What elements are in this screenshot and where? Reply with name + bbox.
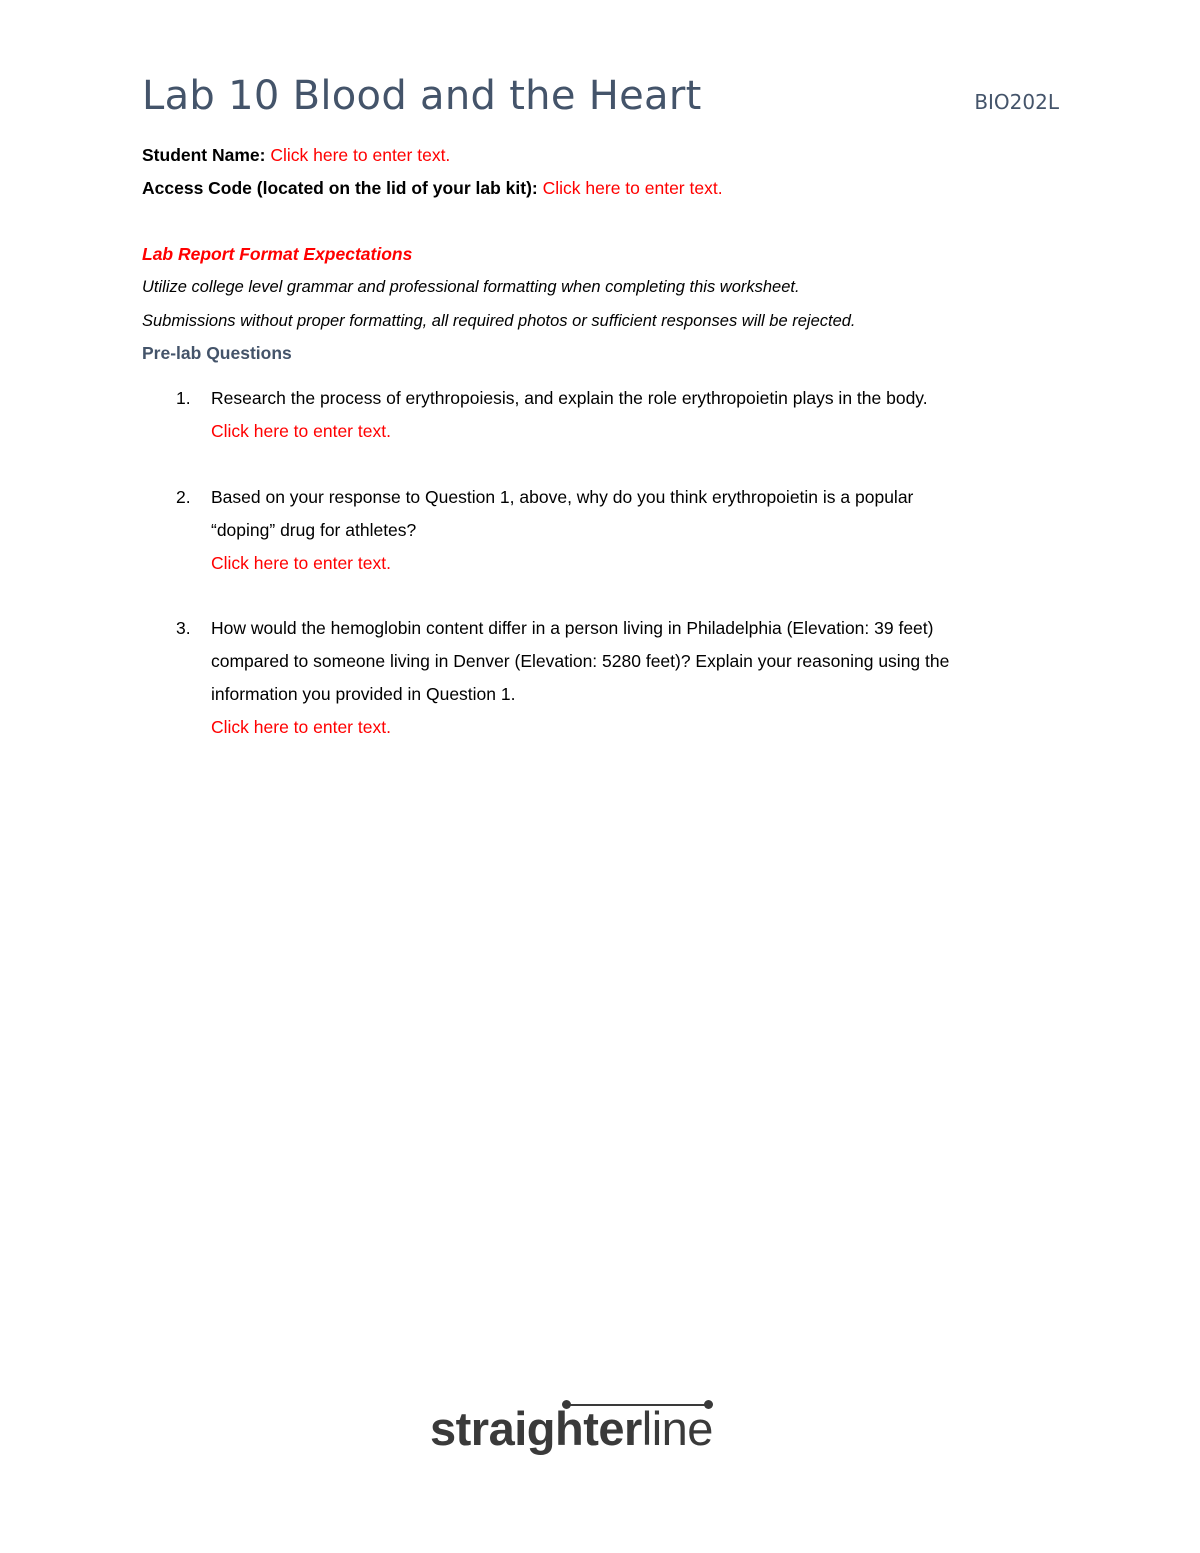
answer-input[interactable]: Click here to enter text.	[211, 553, 391, 573]
question-item	[142, 382, 1062, 448]
course-code: BIO202L	[974, 90, 1059, 114]
question-text: How would the hemoglobin content differ in a person living in Philadelphia (Elevation: 39 feet)	[211, 618, 934, 638]
question-item	[142, 481, 1062, 580]
question-number: 1.	[176, 388, 191, 408]
student-name-label: Student Name:	[142, 145, 266, 165]
answer-input[interactable]: Click here to enter text.	[211, 421, 391, 441]
logo-wordmark: straighterline	[430, 1402, 713, 1455]
question-text: information you provided in Question 1.	[211, 684, 516, 704]
format-instruction-1: Utilize college level grammar and professional formatting when completing this worksheet.	[142, 278, 800, 296]
document-title: Lab 10 Blood and the Heart	[142, 73, 702, 119]
answer-input[interactable]: Click here to enter text.	[211, 717, 391, 737]
question-text: Research the process of erythropoiesis, and explain the role erythropoietin plays in the body.	[211, 388, 928, 408]
question-text: compared to someone living in Denver (Elevation: 5280 feet)? Explain your reasoning using the	[211, 651, 950, 671]
format-expectations-heading: Lab Report Format Expectations	[142, 244, 413, 264]
question-item	[142, 612, 1062, 744]
question-number: 3.	[176, 618, 191, 638]
student-name-input[interactable]: Click here to enter text.	[270, 145, 451, 165]
question-text: Based on your response to Question 1, above, why do you think erythropoietin is a popular	[211, 487, 914, 507]
student-name-row	[142, 142, 450, 168]
question-text: “doping” drug for athletes?	[211, 520, 417, 540]
straighterline-logo	[430, 1395, 760, 1465]
access-code-row	[142, 175, 723, 201]
prelab-heading: Pre-lab Questions	[142, 343, 292, 363]
access-code-label: Access Code (located on the lid of your lab kit):	[142, 178, 538, 198]
format-instruction-2: Submissions without proper formatting, all required photos or sufficient responses will be rejected.	[142, 312, 856, 330]
question-number: 2.	[176, 487, 191, 507]
access-code-input[interactable]: Click here to enter text.	[542, 178, 723, 198]
